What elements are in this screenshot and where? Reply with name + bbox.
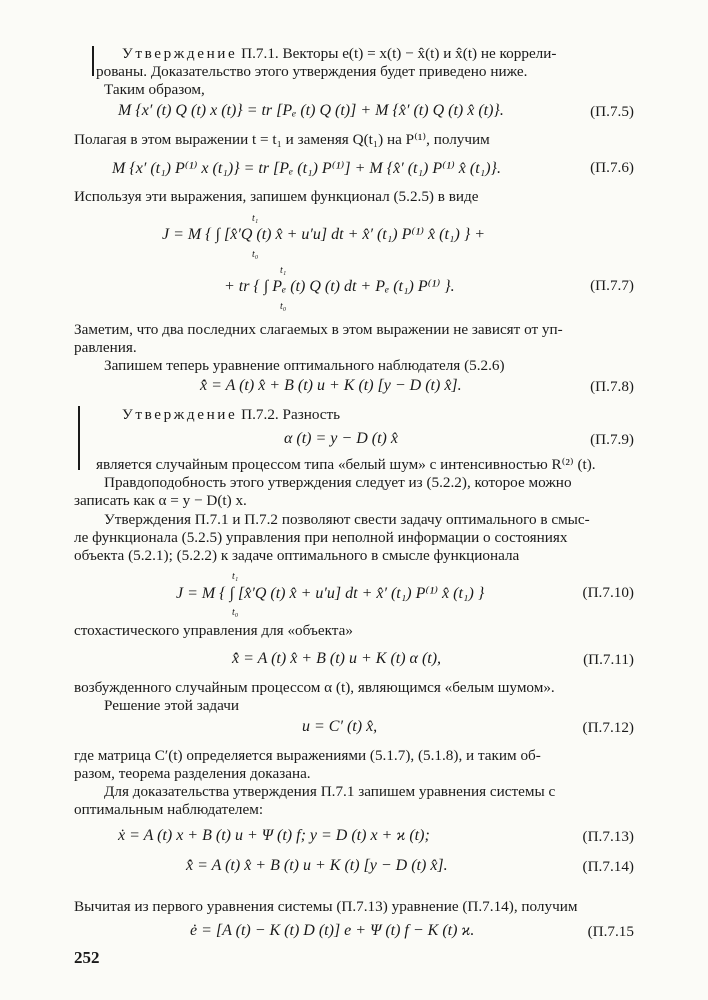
- paragraph: Утверждения П.7.1 и П.7.2 позволяют свести задачу оптимального в смыс-: [104, 511, 590, 528]
- equation: u = C′ (t) x̂,: [302, 718, 378, 735]
- equation-number: (П.7.5): [590, 103, 634, 120]
- integral-upper-limit: t₁: [252, 213, 259, 224]
- equation: ẋ = A (t) x + B (t) u + Ψ (t) f; y = D (t) x + ϰ (t);: [118, 827, 430, 844]
- equation-number: (П.7.13): [582, 828, 634, 845]
- equation-number: (П.7.8): [590, 378, 634, 395]
- paragraph: Заметим, что два последних слагаемых в этом выражении не зависят от уп-: [74, 321, 563, 338]
- equation-number: (П.7.9): [590, 431, 634, 448]
- statement-1-line-2: рованы. Доказательство этого утверждения будет приведено ниже.: [96, 63, 528, 80]
- equation: x̂̇ = A (t) x̂ + B (t) u + K (t) α (t),: [232, 650, 442, 667]
- margin-bar: [92, 46, 94, 76]
- equation-number: (П.7.14): [582, 858, 634, 875]
- paragraph: Полагая в этом выражении t = t₁ и заменяя Q(t₁) на P⁽¹⁾, получим: [74, 131, 490, 148]
- paragraph: Правдоподобность этого утверждения следует из (5.2.2), которое можно: [104, 474, 572, 491]
- equation-number: (П.7.11): [583, 651, 634, 668]
- statement-label: Утверждение: [122, 406, 238, 423]
- paragraph: Решение этой задачи: [104, 697, 240, 714]
- equation: x̂̇ = A (t) x̂ + B (t) u + K (t) [y − D (t) x̂].: [186, 857, 448, 874]
- paragraph: оптимальным наблюдателем:: [74, 801, 264, 818]
- paragraph: где матрица C′(t) определяется выражениями (5.1.7), (5.1.8), и таким об-: [74, 747, 541, 764]
- equation: J = M { ∫ [x̂′Q (t) x̂ + u′u] dt + x̂′ (t₁) P⁽¹⁾ x̂ (t₁) }: [176, 585, 485, 602]
- paragraph: возбужденного случайным процессом α (t), являющимся «белым шумом».: [74, 679, 555, 696]
- paragraph: разом, теорема разделения доказана.: [74, 765, 311, 782]
- paragraph: стохастического управления для «объекта»: [74, 622, 353, 639]
- equation: ė = [A (t) − K (t) D (t)] e + Ψ (t) f − K (t) ϰ.: [190, 922, 475, 939]
- paragraph: ле функционала (5.2.5) управления при неполной информации о состояниях: [74, 529, 568, 546]
- margin-bar: [78, 406, 80, 470]
- integral-lower-limit: t₀: [232, 607, 239, 618]
- paragraph: Запишем теперь уравнение оптимального наблюдателя (5.2.6): [104, 357, 505, 374]
- equation-number: (П.7.10): [582, 584, 634, 601]
- paragraph: Таким образом,: [104, 81, 205, 98]
- integral-lower-limit: t₀: [280, 301, 287, 312]
- equation: x̂̇ = A (t) x̂ + B (t) u + K (t) [y − D (t) x̂].: [200, 377, 462, 394]
- integral-upper-limit: t₁: [232, 571, 239, 582]
- paragraph: равления.: [74, 339, 137, 356]
- integral-upper-limit: t₁: [280, 265, 287, 276]
- statement-1-line-1: Утверждение П.7.1. Векторы e(t) = x(t) − x̂(t) и x̂(t) не коррели-: [122, 45, 557, 62]
- statement-2-line-3: является случайным процессом типа «белый шум» с интенсивностью R⁽²⁾ (t).: [96, 456, 596, 473]
- equation-number: (П.7.15: [587, 923, 634, 940]
- statement-label: Утверждение: [122, 45, 238, 62]
- equation-number: (П.7.7): [590, 277, 634, 294]
- paragraph: Используя эти выражения, запишем функционал (5.2.5) в виде: [74, 188, 479, 205]
- paragraph: объекта (5.2.1); (5.2.2) к задаче оптимального в смысле функционала: [74, 547, 520, 564]
- integral-lower-limit: t₀: [252, 249, 259, 260]
- equation: M {x′ (t₁) P⁽¹⁾ x (t₁)} = tr [Pₑ (t₁) P⁽¹⁾] + M {x̂′ (t₁) P⁽¹⁾ x̂ (t₁)}.: [112, 160, 501, 177]
- equation-number: (П.7.12): [582, 719, 634, 736]
- equation: M {x′ (t) Q (t) x (t)} = tr [Pₑ (t) Q (t)] + M {x̂′ (t) Q (t) x̂ (t)}.: [118, 102, 504, 119]
- paragraph: Вычитая из первого уравнения системы (П.7.13) уравнение (П.7.14), получим: [74, 898, 578, 915]
- equation: + tr { ∫ Pₑ (t) Q (t) dt + Pₑ (t₁) P⁽¹⁾ }.: [224, 278, 455, 295]
- paragraph: Для доказательства утверждения П.7.1 запишем уравнения системы с: [104, 783, 556, 800]
- page-number: 252: [74, 948, 100, 967]
- paragraph: записать как α = y − D(t) x.: [74, 492, 247, 509]
- statement-2-line-1: Утверждение П.7.2. Разность: [122, 406, 341, 423]
- equation-number: (П.7.6): [590, 159, 634, 176]
- equation: J = M { ∫ [x̂′Q (t) x̂ + u′u] dt + x̂′ (t₁) P⁽¹⁾ x̂ (t₁) } +: [162, 226, 486, 243]
- equation: α (t) = y − D (t) x̂: [284, 430, 398, 447]
